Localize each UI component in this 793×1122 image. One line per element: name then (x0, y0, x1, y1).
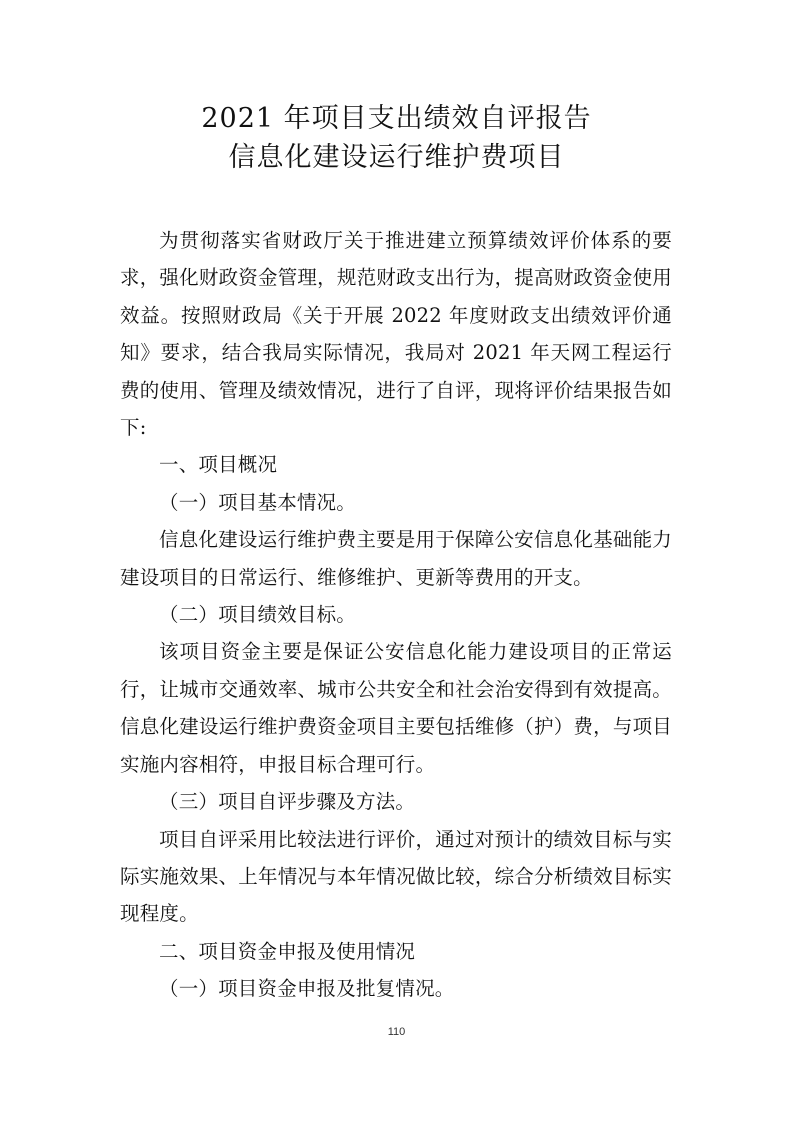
section-heading-2: 二、项目资金申报及使用情况 (159, 939, 416, 963)
subsection-heading-2-1: （一）项目资金申报及批复情况。 (159, 977, 455, 1001)
intro-paragraph: 为贯彻落实省财政厅关于推进建立预算绩效评价体系的要求，强化财政资金管理，规范财政支出行为，提高财政资金使用效益。按照财政局《关于开展 2022 年度财政支出绩效评价通知》要求，结合我局实际情况，我局对 2021 年天网工程运行费的使用、管理及绩效情况，进行了自评，现将评价结果报告如下: (120, 229, 672, 440)
subsection-heading-1-1: （一）项目基本情况。 (159, 490, 357, 514)
section-heading-1: 一、项目概况 (159, 453, 278, 477)
page-number: 110 (387, 1026, 406, 1038)
report-body (120, 222, 672, 1008)
report-title: 2021 年项目支出绩效自评报告 (201, 103, 592, 134)
paragraph-performance-goals: 该项目资金主要是保证公安信息化能力建设项目的正常运行，让城市交通效率、城市公共安全和社会治安得到有效提高。信息化建设运行维护费资金项目主要包括维修（护）费，与项目实施内容相符，申报目标合理可行。 (120, 640, 672, 776)
subsection-heading-1-2: （二）项目绩效目标。 (159, 603, 357, 627)
paragraph-project-basics: 信息化建设运行维护费主要是用于保障公安信息化基础能力建设项目的日常运行、维修维护、更新等费用的开支。 (120, 528, 672, 589)
subsection-heading-1-3: （三）项目自评步骤及方法。 (159, 790, 416, 814)
report-subtitle: 信息化建设运行维护费项目 (228, 142, 565, 173)
paragraph-evaluation-method: 项目自评采用比较法进行评价，通过对预计的绩效目标与实际实施效果、上年情况与本年情况做比较，综合分析绩效目标实现程度。 (120, 827, 672, 926)
